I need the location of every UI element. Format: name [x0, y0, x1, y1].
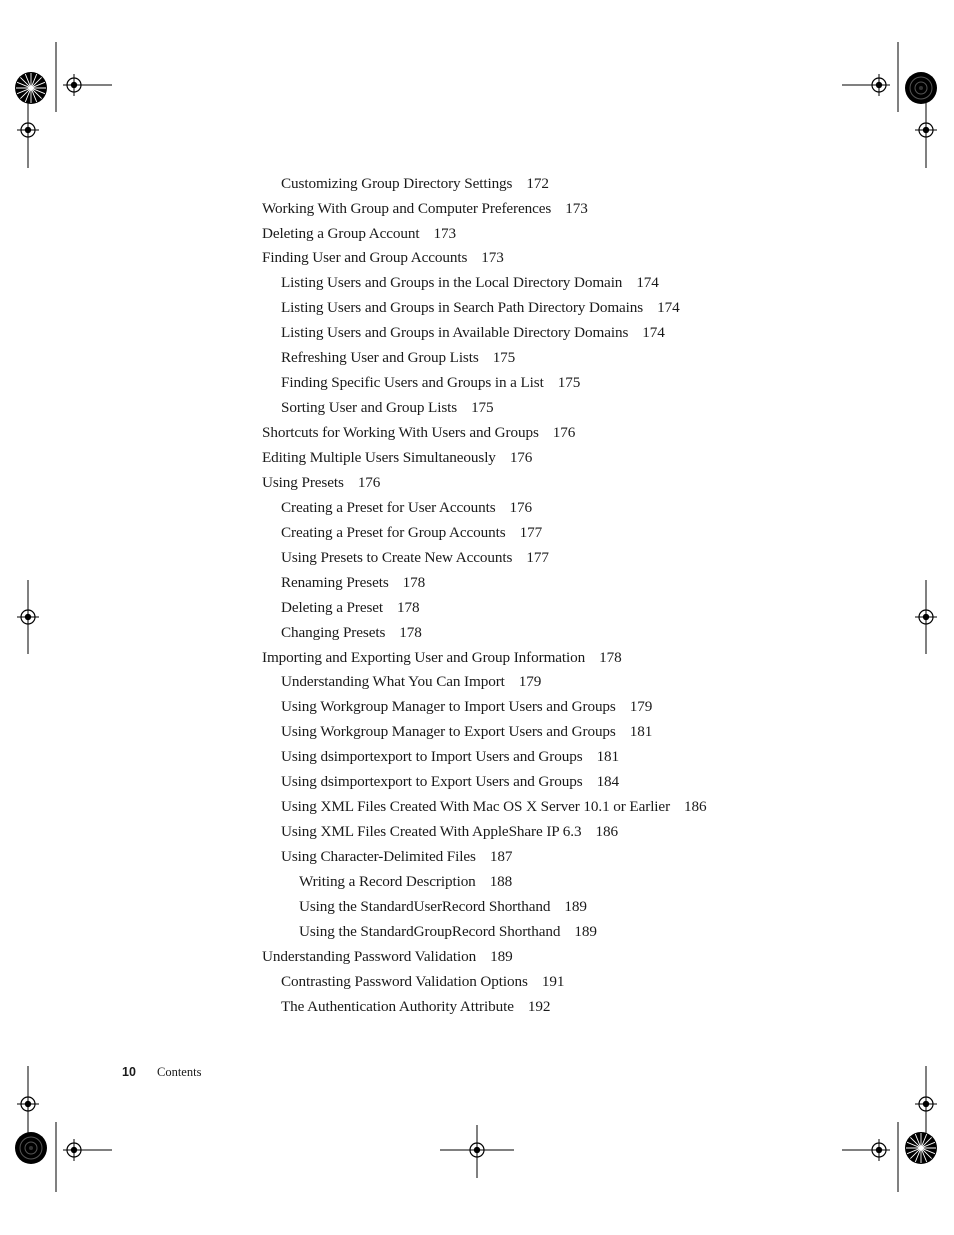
toc-entry-title: Deleting a Preset: [281, 599, 384, 616]
toc-entry-page: 192: [527, 998, 551, 1015]
toc-entry-page: 176: [552, 424, 576, 441]
toc-entry-title: Using Workgroup Manager to Import Users and Groups: [281, 698, 616, 715]
toc-entry: [281, 624, 422, 642]
footer-section-label: Contents: [157, 1065, 202, 1079]
toc-entry-title: Deleting a Group Account: [262, 225, 420, 242]
toc-entry-page: 189: [574, 923, 597, 940]
toc-entry-title: Using XML Files Created With Mac OS X Server 10.1 or Earlier: [281, 798, 671, 815]
toc-entry-page: 178: [399, 624, 422, 641]
toc-entry-title: Using Character-Delimited Files: [281, 848, 476, 865]
toc-entry-page: 174: [657, 299, 680, 316]
toc-entry-title: Renaming Presets: [281, 574, 389, 591]
toc-entry-title: The Authentication Authority Attribute: [281, 998, 514, 1015]
toc-entry-page: 181: [596, 748, 620, 765]
footer-page-number: 10: [122, 1065, 136, 1079]
toc-entry: [262, 449, 532, 467]
toc-entry-page: 173: [433, 225, 456, 242]
toc-entry: [262, 474, 380, 492]
toc-entry-title: Understanding What You Can Import: [281, 673, 505, 690]
toc-entry-page: 173: [565, 200, 588, 217]
toc-entry-page: 187: [489, 848, 513, 865]
toc-entry-page: 179: [629, 698, 653, 715]
toc-entry-page: 189: [564, 898, 587, 915]
toc-entry: [281, 698, 652, 716]
toc-entry-page: 188: [489, 873, 513, 890]
toc-entry-page: 186: [595, 823, 618, 840]
toc-entry: [281, 524, 542, 542]
toc-entry: [281, 274, 659, 292]
toc-entry-title: Using XML Files Created With AppleShare IP 6.3: [281, 823, 582, 840]
toc-entry: [299, 873, 512, 891]
toc-entry-page: 178: [599, 649, 622, 666]
toc-entry-page: 172: [526, 175, 549, 192]
toc-entry-title: Using dsimportexport to Import Users and Groups: [281, 748, 583, 765]
toc-entry: [281, 299, 680, 317]
toc-entry: [281, 823, 618, 841]
toc-entry: [281, 175, 549, 193]
toc-entry-page: 178: [397, 599, 420, 616]
toc-entry-title: Sorting User and Group Lists: [281, 399, 458, 416]
toc-entry-page: 184: [596, 773, 620, 790]
toc-entry-title: Listing Users and Groups in Search Path Directory Domains: [281, 299, 644, 316]
toc-entry: [281, 748, 619, 766]
toc-entry-title: Using the StandardGroupRecord Shorthand: [299, 923, 561, 940]
toc-entry-page: 174: [642, 324, 665, 341]
toc-entry-page: 174: [636, 274, 659, 291]
toc-entry-title: Finding User and Group Accounts: [262, 249, 468, 266]
toc-entry-page: 176: [509, 449, 533, 466]
toc-entry: [281, 673, 541, 691]
toc-entry-title: Writing a Record Description: [299, 873, 476, 890]
toc-entry: [281, 798, 707, 816]
toc-entry-page: 175: [471, 399, 494, 416]
toc-entry: [281, 998, 550, 1016]
toc-entry: [281, 374, 580, 392]
toc-entry: [281, 848, 512, 866]
toc-entry-page: 189: [490, 948, 513, 965]
toc-entry-page: 191: [541, 973, 565, 990]
toc-entry: [262, 225, 456, 243]
toc-entry: [281, 549, 549, 567]
toc-entry-page: 176: [509, 499, 533, 516]
toc-entry-title: Creating a Preset for User Accounts: [281, 499, 496, 516]
toc-entry: [281, 599, 420, 617]
toc-entry-title: Listing Users and Groups in the Local Directory Domain: [281, 274, 623, 291]
toc-entry: [281, 349, 515, 367]
toc-entry-title: Customizing Group Directory Settings: [281, 175, 513, 192]
toc-entry-title: Using Workgroup Manager to Export Users and Groups: [281, 723, 616, 740]
toc-entry-title: Importing and Exporting User and Group Information: [262, 649, 586, 666]
toc-entry: [262, 424, 575, 442]
toc-entry-title: Editing Multiple Users Simultaneously: [262, 449, 496, 466]
toc-entry: [262, 200, 588, 218]
toc-entry-page: 173: [481, 249, 504, 266]
toc-entry: [281, 499, 532, 517]
toc-entry-title: Finding Specific Users and Groups in a List: [281, 374, 544, 391]
toc-entry-page: 175: [557, 374, 581, 391]
toc-entry-page: 175: [492, 349, 516, 366]
toc-entry-title: Contrasting Password Validation Options: [281, 973, 528, 990]
toc-entry: [281, 324, 665, 342]
toc-entry-page: 186: [684, 798, 707, 815]
toc-entry: [262, 948, 513, 966]
toc-entry: [262, 249, 504, 267]
toc-entry-title: Working With Group and Computer Preferences: [262, 200, 552, 217]
toc-entry: [281, 773, 619, 791]
toc-entry: [281, 574, 425, 592]
toc-entry-title: Using Presets to Create New Accounts: [281, 549, 513, 566]
toc-entry-title: Listing Users and Groups in Available Directory Domains: [281, 324, 629, 341]
toc-entry: [299, 898, 587, 916]
toc-entry: [262, 649, 622, 667]
toc-entry-title: Refreshing User and Group Lists: [281, 349, 479, 366]
toc-entry: [281, 723, 652, 741]
toc-entry-page: 178: [402, 574, 426, 591]
toc-entry-page: 177: [519, 524, 543, 541]
toc-entry-page: 179: [518, 673, 542, 690]
toc-entry-title: Using the StandardUserRecord Shorthand: [299, 898, 551, 915]
toc-entry: [299, 923, 597, 941]
toc-entry-page: 177: [526, 549, 549, 566]
toc-entry-title: Shortcuts for Working With Users and Groups: [262, 424, 539, 441]
toc-entry: [281, 399, 494, 417]
toc-entry-title: Creating a Preset for Group Accounts: [281, 524, 506, 541]
toc-entry-page: 176: [357, 474, 381, 491]
toc-entry-title: Understanding Password Validation: [262, 948, 477, 965]
toc-entry: [281, 973, 564, 991]
toc-entry-page: 181: [629, 723, 653, 740]
toc-entry-title: Changing Presets: [281, 624, 386, 641]
toc-entry-title: Using Presets: [262, 474, 344, 491]
toc-entry-title: Using dsimportexport to Export Users and Groups: [281, 773, 583, 790]
